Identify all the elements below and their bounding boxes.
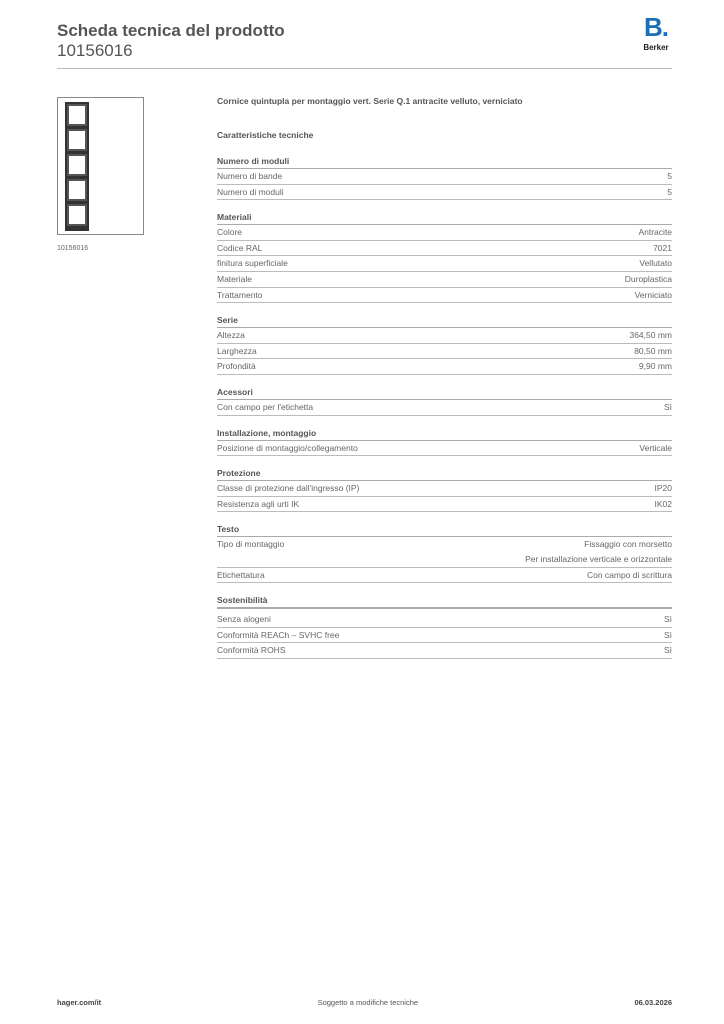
image-caption: 10156016 xyxy=(57,245,89,252)
spec-value xyxy=(653,241,672,256)
spec-value-line: IK02 xyxy=(654,498,672,509)
spec-value-line: Verniciato xyxy=(634,289,672,300)
spec-label: Classe di protezione dall'ingresso (IP) xyxy=(217,483,360,494)
spec-value-line: 364,50 mm xyxy=(629,330,672,341)
spec-row xyxy=(217,272,672,288)
product-image xyxy=(57,97,144,235)
product-code: 10156016 xyxy=(57,41,133,60)
spec-value xyxy=(664,612,672,627)
group-heading: Acessori xyxy=(217,385,672,400)
spec-value-line: 80,50 mm xyxy=(634,345,672,356)
spec-value-line: 5 xyxy=(667,171,672,181)
spec-label: Altezza xyxy=(217,330,245,341)
spec-value xyxy=(639,256,672,271)
spec-value xyxy=(634,344,672,359)
spec-row xyxy=(217,344,672,360)
spec-row xyxy=(217,359,672,375)
spec-label: Numero di moduli xyxy=(217,186,284,197)
logo-name: Berker xyxy=(643,43,669,52)
spec-row xyxy=(217,241,672,257)
spec-label: Numero di bande xyxy=(217,171,283,181)
spec-label: Senza alogeni xyxy=(217,614,271,625)
spec-label: Con campo per l'etichetta xyxy=(217,401,314,412)
spec-value xyxy=(664,643,672,658)
spec-row xyxy=(217,497,672,513)
spec-label: Conformità REACh – SVHC free xyxy=(217,629,340,640)
spec-groups xyxy=(217,154,672,659)
spec-value xyxy=(667,169,672,184)
spec-value-line: Sì xyxy=(663,645,672,656)
spec-value-line: Vellutato xyxy=(639,258,672,269)
header-divider xyxy=(57,68,672,69)
spec-value xyxy=(629,328,672,343)
spec-sheet xyxy=(217,96,672,659)
spec-value-line: IP20 xyxy=(654,483,672,494)
spec-row xyxy=(217,568,672,584)
group-heading: Installazione, montaggio xyxy=(217,426,672,441)
spec-value xyxy=(639,359,672,374)
spec-row xyxy=(217,481,672,497)
quintuple-frame-illustration xyxy=(65,102,89,231)
spec-label: Etichettatura xyxy=(217,569,265,580)
spec-value xyxy=(667,185,672,200)
spec-value xyxy=(655,497,673,512)
product-description: Cornice quintupla per montaggio vert. Serie Q.1 antracite velluto, verniciato xyxy=(217,96,523,106)
spec-label: Larghezza xyxy=(217,345,257,356)
spec-value-line: Con campo di scrittura xyxy=(586,569,672,580)
berker-logo xyxy=(636,12,676,53)
spec-value xyxy=(638,225,672,240)
section-title: Caratteristiche tecniche xyxy=(217,130,314,140)
spec-label: Conformità ROHS xyxy=(217,645,286,656)
spec-value-line: Fissaggio con morsetto xyxy=(584,539,672,550)
page-title: Scheda tecnica del prodotto xyxy=(57,21,285,40)
spec-row xyxy=(217,256,672,272)
spec-value-line: Sì xyxy=(663,614,672,625)
spec-label: Codice RAL xyxy=(217,242,263,253)
spec-value xyxy=(664,628,672,643)
spec-value xyxy=(635,288,672,303)
spec-row xyxy=(217,225,672,241)
spec-row xyxy=(217,612,672,628)
spec-value xyxy=(655,481,673,496)
spec-value-line: Sì xyxy=(663,401,672,412)
spec-row xyxy=(217,169,672,185)
spec-value-line: Per installazione verticale e orizzontale xyxy=(525,553,672,564)
spec-value-line: 7021 xyxy=(653,242,672,253)
footer-notice: Soggetto a modifiche tecniche xyxy=(317,998,419,1007)
spec-value xyxy=(525,537,672,566)
spec-value-line: Verticale xyxy=(639,442,672,453)
spec-value-line: Sì xyxy=(663,629,672,640)
logo-mark: B. xyxy=(644,12,668,42)
spec-label: Trattamento xyxy=(217,289,263,300)
spec-row xyxy=(217,400,672,416)
spec-value-line: Antracite xyxy=(638,227,672,238)
spec-row xyxy=(217,628,672,644)
group-heading: Numero di moduli xyxy=(217,154,672,169)
spec-value xyxy=(664,400,672,415)
spec-row xyxy=(217,441,672,457)
spec-label: Profondità xyxy=(217,361,256,372)
footer-date: 06.03.2026 xyxy=(634,998,672,1007)
group-heading: Serie xyxy=(217,313,672,328)
spec-value xyxy=(639,441,672,456)
group-heading: Materiali xyxy=(217,210,672,225)
spec-row xyxy=(217,328,672,344)
spec-value-line: Duroplastica xyxy=(624,273,672,284)
spec-label: finitura superficiale xyxy=(217,258,288,269)
spec-label: Colore xyxy=(217,227,243,238)
spec-value-line: 5 xyxy=(667,186,672,197)
spec-row xyxy=(217,537,672,567)
footer-website[interactable]: hager.com/it xyxy=(57,998,102,1007)
spec-row xyxy=(217,185,672,201)
spec-row xyxy=(217,643,672,659)
group-heading: Protezione xyxy=(217,466,672,481)
spec-value xyxy=(587,568,672,583)
spec-label: Resistenza agli urti IK xyxy=(217,498,300,509)
spec-value-line: 9,90 mm xyxy=(638,361,672,372)
group-heading: Sostenibilità xyxy=(217,593,672,609)
spec-label: Materiale xyxy=(217,273,252,284)
spec-row xyxy=(217,288,672,304)
spec-label: Tipo di montaggio xyxy=(217,539,285,550)
group-heading: Testo xyxy=(217,522,672,537)
spec-value xyxy=(625,272,672,287)
spec-label: Posizione di montaggio/collegamento xyxy=(217,442,358,453)
footer xyxy=(57,998,672,1007)
